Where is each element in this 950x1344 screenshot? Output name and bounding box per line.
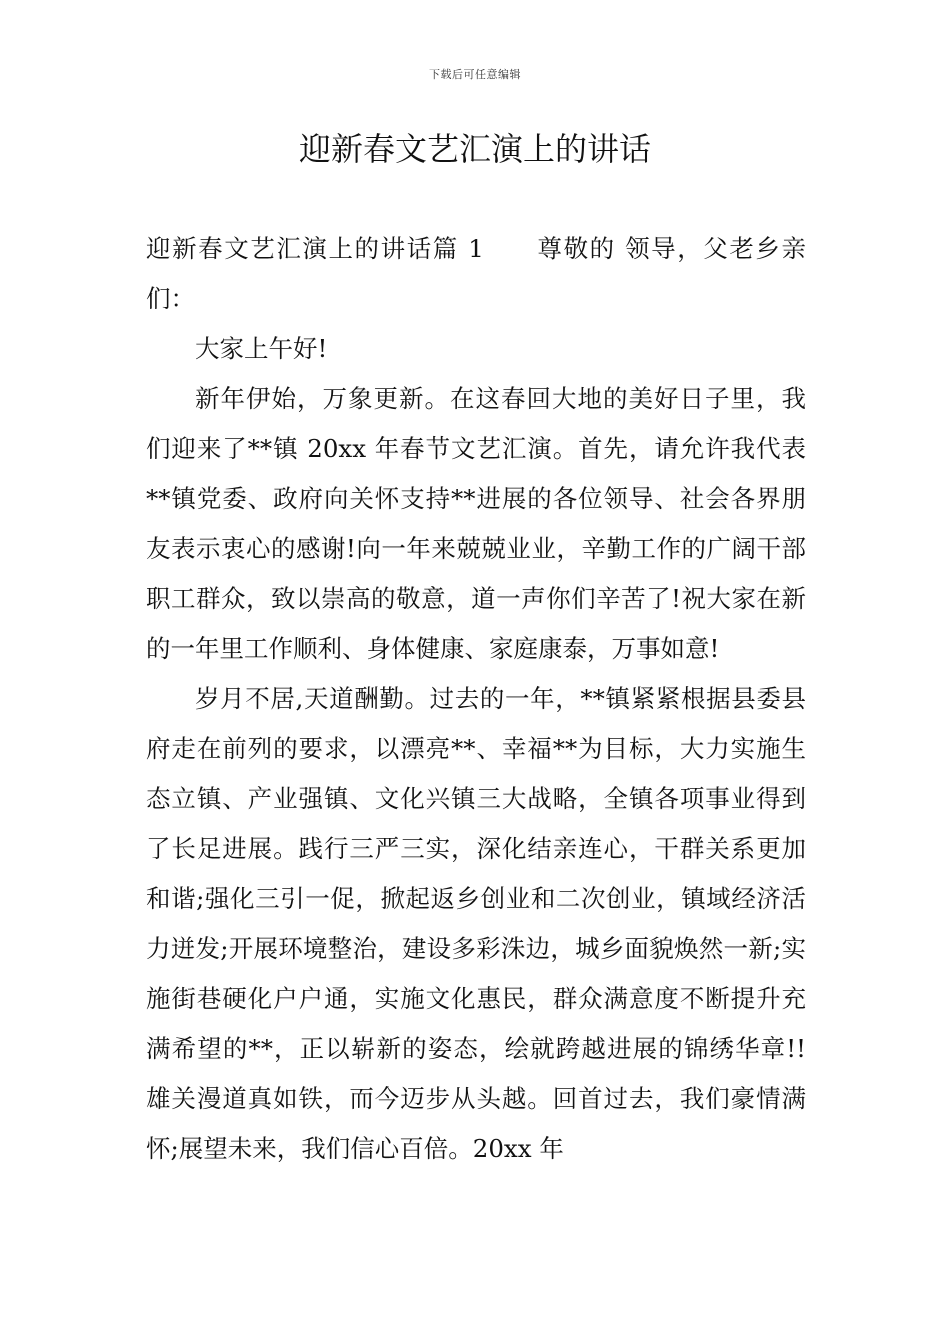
header-note: 下载后可任意编辑 <box>429 68 521 81</box>
paragraph-greeting: 大家上午好! <box>195 334 328 363</box>
document-body <box>146 224 806 1174</box>
paragraph-intro: 迎新春文艺汇演上的讲话篇 1 尊敬的 领导，父老乡亲们： <box>146 234 806 313</box>
paragraph-review: 岁月不居,天道酬勤。过去的一年，**镇紧紧根据县委县府走在前列的要求，以漂亮**、幸福**为目标，大力实施生态立镇、产业强镇、文化兴镇三大战略，全镇各项事业得到了长足进展。践行三严三实，深化结亲连心，干群关系更加和谐;强化三引一促，掀起返乡创业和二次创业，镇域经济活力迸发;开展环境整治，建设多彩洙边，城乡面貌焕然一新;实施街巷硬化户户通，实施文化惠民，群众满意度不断提升充满希望的**，正以崭新的姿态，绘就跨越进展的锦绣华章!! 雄关漫道真如铁，而今迈步从头越。回首过去，我们豪情满怀;展望未来，我们信心百倍。20xx 年 <box>146 684 806 1163</box>
paragraph-new-year: 新年伊始，万象更新。在这春回大地的美好日子里，我们迎来了**镇 20xx 年春节文艺汇演。首先，请允许我代表**镇党委、政府向关怀支持**进展的各位领导、社会各界朋友表示衷心的感谢!向一年来兢兢业业，辛勤工作的广阔干部职工群众，致以崇高的敬意，道一声你们辛苦了!祝大家在新的一年里工作顺利、身体健康、家庭康泰，万事如意! <box>146 384 806 663</box>
document-title: 迎新春文艺汇演上的讲话 <box>298 130 651 168</box>
